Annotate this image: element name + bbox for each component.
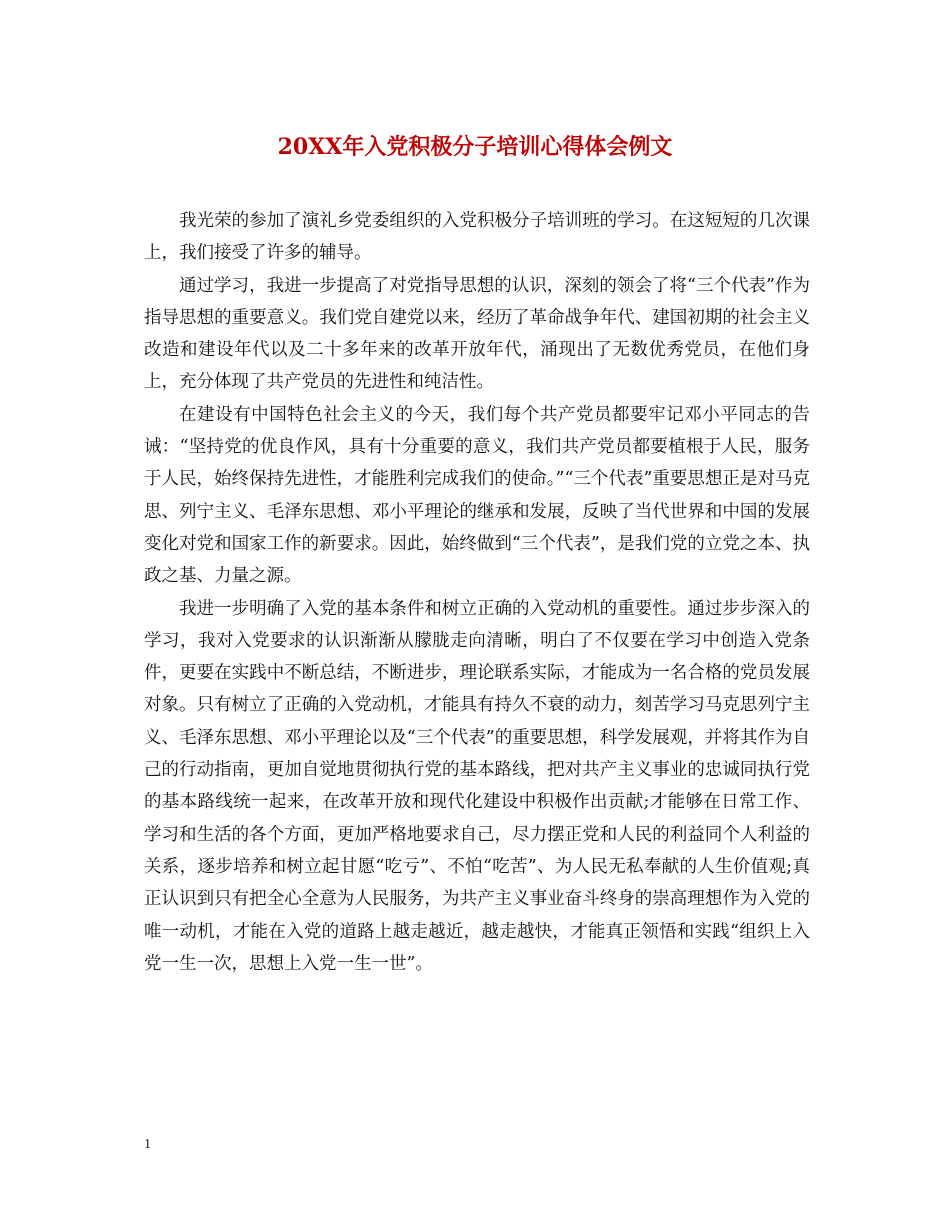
paragraph-1: 我光荣的参加了演礼乡党委组织的入党积极分子培训班的学习。在这短短的几次课上，我们接受了许多的辅导。 — [144, 211, 810, 264]
paragraph-3: 在建设有中国特色社会主义的今天，我们每个共产党员都要牢记邓小平同志的告诫：“坚持党的优良作风，具有十分重要的意义，我们共产党员都要植根于人民，服务于人民，始终保持先进性，才能胜利完成我们的使命。”“三个代表”重要思想正是对马克思、列宁主义、毛泽东思想、邓小平理论的继承和发展，反映了当代世界和中国的发展变化对党和国家工作的新要求。因此，始终做到“三个代表”，是我们党的立党之本、执政之基、力量之源。 — [144, 404, 810, 587]
page-number: 1 — [144, 1137, 151, 1152]
paragraph-4: 我进一步明确了入党的基本条件和树立正确的入党动机的重要性。通过步步深入的学习，我对入党要求的认识渐渐从朦胧走向清晰，明白了不仅要在学习中创造入党条件，更要在实践中不断总结，不断进步，理论联系实际，才能成为一名合格的党员发展对象。只有树立了正确的入党动机，才能具有持久不衰的动力，刻苦学习马克思列宁主义、毛泽东思想、邓小平理论以及“三个代表”的重要思想，科学发展观，并将其作为自己的行动指南，更加自觉地贯彻执行党的基本路线，把对共产主义事业的忠诚同执行党的基本路线统一起来，在改革开放和现代化建设中积极作出贡献;才能够在日常工作、学习和生活的各个方面，更加严格地要求自己，尽力摆正党和人民的利益同个人利益的关系，逐步培养和树立起甘愿“吃亏”、不怕“吃苦”、为人民无私奉献的人生价值观;真正认识到只有把全心全意为人民服务，为共产主义事业奋斗终身的崇高理想作为入党的唯一动机，才能在入党的道路上越走越近，越走越快，才能真正领悟和实践“组织上入党一生一次，思想上入党一生一世”。 — [144, 598, 810, 974]
document-title: 20XX年入党积极分子培训心得体会例文 — [277, 134, 673, 160]
document-body — [144, 205, 810, 980]
paragraph-2: 通过学习，我进一步提高了对党指导思想的认识，深刻的领会了将“三个代表”作为指导思想的重要意义。我们党自建党以来，经历了革命战争年代、建国初期的社会主义改造和建设年代以及二十多年来的改革开放年代，涌现出了无数优秀党员，在他们身上，充分体现了共产党员的先进性和纯洁性。 — [144, 275, 810, 393]
